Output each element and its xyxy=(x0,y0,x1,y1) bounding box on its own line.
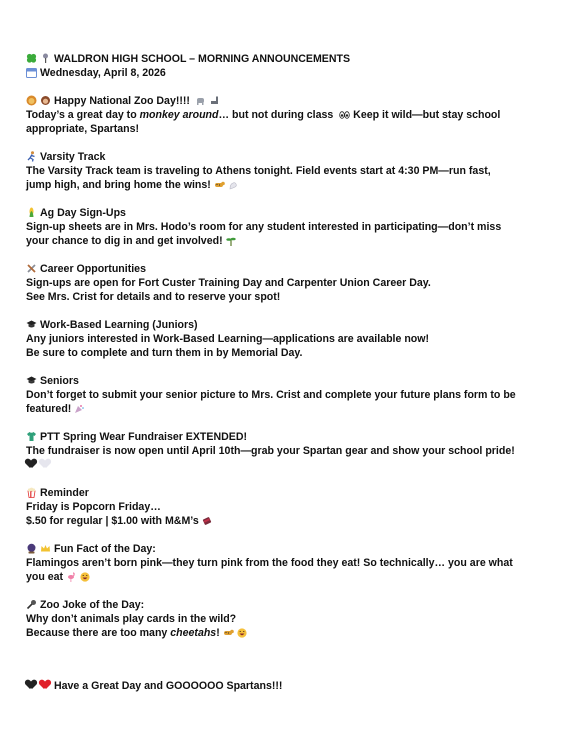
corn-icon xyxy=(26,207,37,218)
black-heart-icon xyxy=(26,459,36,469)
microphone-icon xyxy=(26,599,37,610)
crystal-ball-icon xyxy=(26,543,37,554)
shirt-icon xyxy=(26,431,37,442)
party-popper-icon xyxy=(74,404,84,414)
section-body-career: Sign-ups are open for Fort Custer Training Day and Carpenter Union Career Day. xyxy=(26,277,431,289)
closing-line: Have a Great Day and GOOOOOO Spartans!!! xyxy=(26,679,538,693)
chocolate-bar-icon xyxy=(202,516,212,526)
section-body-reminder-cont: $.50 for regular | $1.00 with M&M’s xyxy=(26,514,538,528)
section-heading-career: Career Opportunities xyxy=(26,262,538,276)
section-body-ptt-fundraiser: The fundraiser is now open until April 10th—grab your Spartan gear and show your school pride! xyxy=(26,445,515,457)
lion-icon xyxy=(26,95,37,106)
section-heading-reminder: Reminder xyxy=(26,486,538,500)
section-body-work-based-learning-cont: Be sure to complete and turn them in by Memorial Day. xyxy=(26,347,303,359)
section-body-zoo-day: Today’s a great day to monkey around… but not during class Keep it wild—but stay school xyxy=(26,109,501,121)
crown-icon xyxy=(40,543,51,554)
section-body-zoo-joke-cont: Because there are too many cheetahs! xyxy=(26,626,538,640)
microphone-stand-icon xyxy=(40,53,51,64)
section-heading-zoo-joke: Zoo Joke of the Day: xyxy=(26,598,538,612)
section-body-varsity-track: The Varsity Track team is traveling to Athens tonight. Field events start at 4:30 PM—run fast, xyxy=(26,165,491,177)
section-heading-zoo-day: Happy National Zoo Day!!!! xyxy=(26,94,538,108)
popcorn-icon xyxy=(26,487,37,498)
section-body-varsity-track-cont: jump high, and bring home the wins! xyxy=(26,178,538,192)
red-heart-icon xyxy=(40,680,50,690)
white-heart-icon xyxy=(40,459,50,469)
cheetah-icon xyxy=(214,180,224,190)
section-body-ptt-fundraiser-hearts xyxy=(26,458,538,472)
calendar-icon xyxy=(26,67,37,78)
laughing-face-icon xyxy=(80,572,90,582)
section-body-ag-day: Sign-up sheets are in Mrs. Hodo’s room for any student interested in participating—don’t miss xyxy=(26,221,502,233)
section-body-reminder: Friday is Popcorn Friday… xyxy=(26,501,161,513)
section-body-career-cont: See Mrs. Crist for details and to reserve your spot! xyxy=(26,291,281,303)
section-body-seniors: Don’t forget to submit your senior picture to Mrs. Crist and complete your future plans form to be xyxy=(26,389,516,401)
section-body-work-based-learning: Any juniors interested in Work-Based Learning—applications are available now! xyxy=(26,333,430,345)
section-body-seniors-cont: featured! xyxy=(26,402,538,416)
section-body-zoo-joke: Why don’t animals play cards in the wild? xyxy=(26,613,237,625)
section-heading-seniors: Seniors xyxy=(26,374,538,388)
monkey-icon xyxy=(40,95,51,106)
graduation-cap-icon xyxy=(26,319,37,330)
flamingo-icon xyxy=(66,572,76,582)
page-title: WALDRON HIGH SCHOOL – MORNING ANNOUNCEMENTS xyxy=(26,52,538,66)
section-heading-fun-fact: Fun Fact of the Day: xyxy=(26,542,538,556)
section-heading-work-based-learning: Work-Based Learning (Juniors) xyxy=(26,318,538,332)
section-heading-varsity-track: Varsity Track xyxy=(26,150,538,164)
runner-icon xyxy=(26,151,37,162)
section-body-fun-fact-cont: you eat xyxy=(26,570,538,584)
section-heading-ptt-fundraiser: PTT Spring Wear Fundraiser EXTENDED! xyxy=(26,430,538,444)
tools-icon xyxy=(26,263,37,274)
giraffe-icon xyxy=(210,96,220,106)
seedling-icon xyxy=(226,236,236,246)
graduation-cap-icon xyxy=(26,375,37,386)
page-date: Wednesday, April 8, 2026 xyxy=(26,66,538,80)
cheetah-icon xyxy=(223,628,233,638)
section-body-ag-day-cont: your chance to dig in and get involved! xyxy=(26,234,538,248)
flexed-arm-icon xyxy=(228,180,238,190)
section-body-fun-fact: Flamingos aren’t born pink—they turn pink from the food they eat! So technically… you are what xyxy=(26,557,513,569)
section-body-zoo-day-cont: appropriate, Spartans! xyxy=(26,123,140,135)
black-heart-icon xyxy=(26,680,36,690)
section-heading-ag-day: Ag Day Sign-Ups xyxy=(26,206,538,220)
laughing-face-icon xyxy=(237,628,247,638)
clover-icon xyxy=(26,53,37,64)
elephant-icon xyxy=(196,96,206,106)
eyes-icon xyxy=(339,110,349,120)
